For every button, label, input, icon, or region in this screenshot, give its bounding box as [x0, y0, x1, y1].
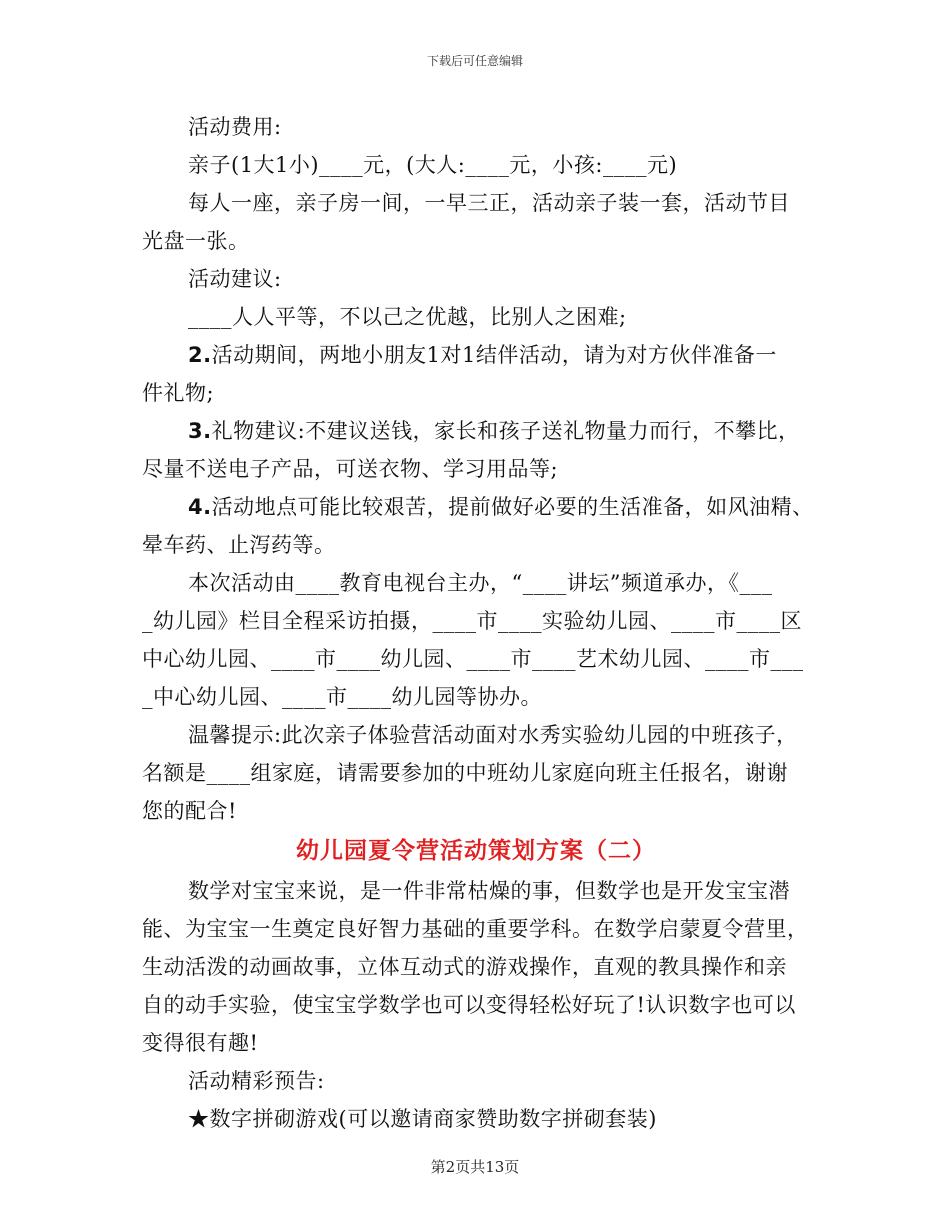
fee-label: 活动费用:: [188, 115, 282, 139]
intro-line-1: 数学对宝宝来说，是一件非常枯燥的事，但数学也是开发宝宝潜: [188, 879, 790, 903]
organizer-line-3: 中心幼儿园、____市____幼儿园、____市____艺术幼儿园、____市___: [142, 647, 804, 671]
advice-item-2-cont: 件礼物;: [142, 381, 215, 405]
tip-line-3: 您的配合!: [142, 799, 237, 823]
intro-line-3: 生动活泼的动画故事，立体互动式的游戏操作，直观的教具操作和亲: [142, 955, 787, 979]
includes-line-1: 每人一座，亲子房一间，一早三正，活动亲子装一套，活动节目: [188, 191, 790, 215]
fee-line: 亲子(1大1小)____元，(大人:____元，小孩:____元): [188, 153, 678, 177]
tip-line-2: 名额是____组家庭，请需要参加的中班幼儿家庭向班主任报名，谢谢: [142, 761, 788, 785]
intro-line-5: 变得很有趣!: [142, 1031, 259, 1055]
document-body: [142, 110, 814, 1136]
organizer-line-4: _中心幼儿园、____市____幼儿园等协办。: [142, 685, 542, 709]
advice-item-4-text: 活动地点可能比较艰苦，提前做好必要的生活准备，如风油精、: [211, 495, 814, 519]
section-title: 幼儿园夏令营活动策划方案（二）: [296, 838, 656, 864]
tip-line-1: 温馨提示:此次亲子体验营活动面对水秀实验幼儿园的中班孩子，: [188, 723, 798, 747]
advice-item-3-text: 礼物建议:不建议送钱，家长和孩子送礼物量力而行，不攀比，: [211, 419, 800, 443]
page-header: 下载后可任意编辑: [426, 54, 523, 68]
advice-item-2-text: 活动期间，两地小朋友1对1结伴活动，请为对方伙伴准备一: [211, 343, 777, 367]
organizer-line-2: _幼儿园》栏目全程采访拍摄，____市____实验幼儿园、____市____区: [142, 609, 802, 633]
advice-item-4-number: 4.: [188, 495, 212, 519]
advice-item-4: [142, 490, 814, 524]
includes-line-2: 光盘一张。: [142, 229, 250, 253]
organizer-line-1: 本次活动由____教育电视台主办，“____讲坛”频道承办，《___: [188, 571, 773, 595]
page-footer: 第2页共13页: [430, 1158, 520, 1176]
preview-item-1: ★数字拼砌游戏(可以邀请商家赞助数字拼砌套装): [188, 1107, 657, 1131]
advice-item-3: [142, 414, 810, 448]
advice-label: 活动建议:: [188, 267, 282, 291]
advice-item-4-cont: 晕车药、止泻药等。: [142, 533, 336, 557]
advice-item-2-number: 2.: [188, 343, 212, 367]
intro-line-4: 自的动手实验，使宝宝学数学也可以变得轻松好玩了!认识数字也可以: [142, 993, 796, 1017]
advice-item-2: [142, 338, 810, 372]
advice-item-3-number: 3.: [188, 419, 212, 443]
intro-line-2: 能、为宝宝一生奠定良好智力基础的重要学科。在数学启蒙夏令营里，: [142, 917, 809, 941]
advice-item-1: ____人人平等，不以己之优越，比别人之困难;: [188, 305, 627, 329]
preview-label: 活动精彩预告:: [188, 1069, 325, 1093]
advice-item-3-cont: 尽量不送电子产品，可送衣物、学习用品等;: [142, 457, 559, 481]
